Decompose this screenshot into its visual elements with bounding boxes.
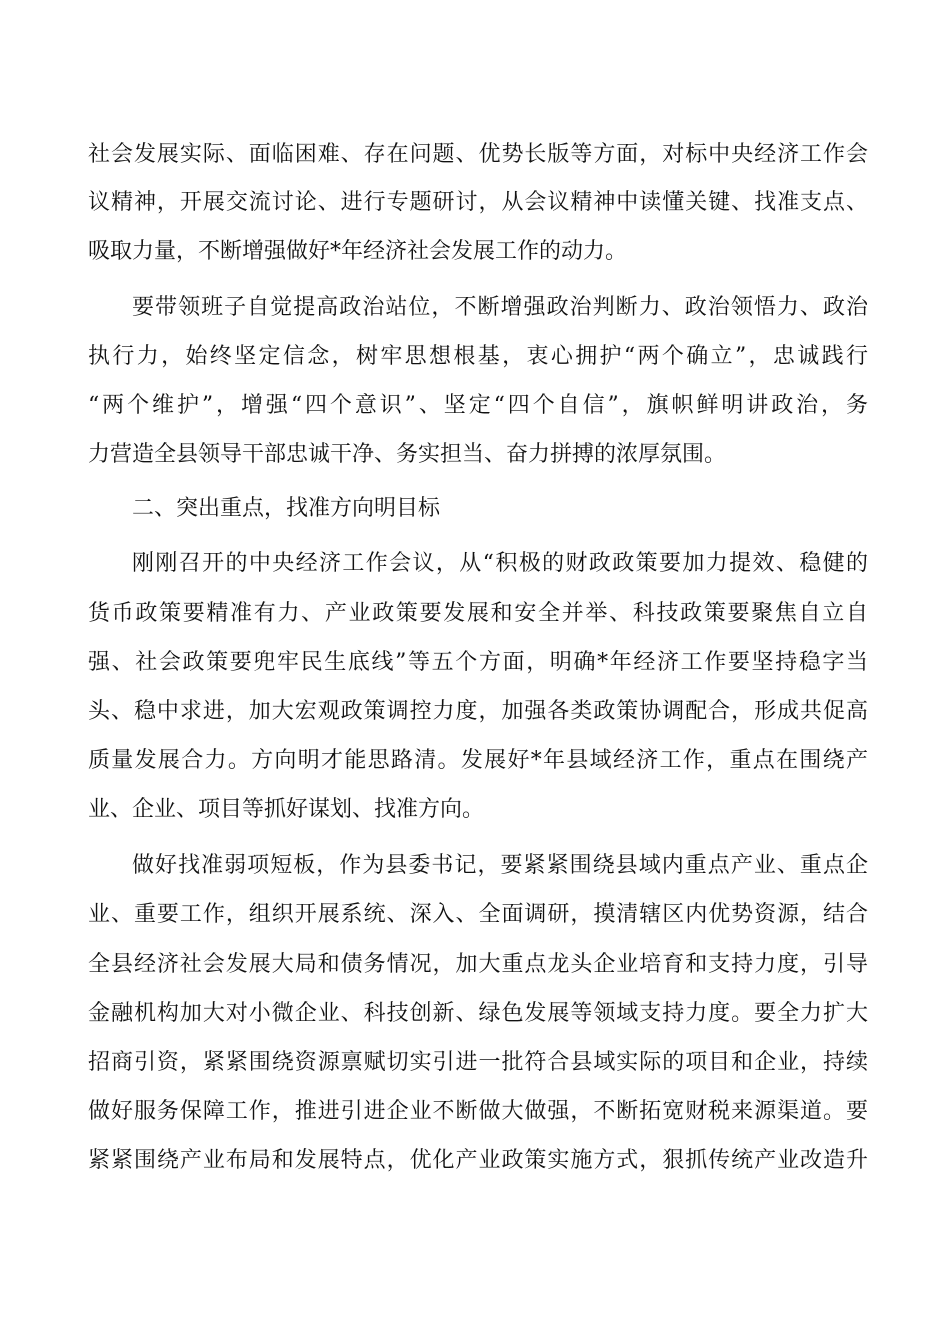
text-line: 金融机构加大对小微企业、科技创新、绿色发展等领域支持力度。要全力扩大 — [88, 1001, 868, 1026]
text-line: 议精神，开展交流讨论、进行专题研讨，从会议精神中读懂关键、找准支点、 — [88, 190, 868, 215]
text-line: 业、重要工作，组织开展系统、深入、全面调研，摸清辖区内优势资源，结合 — [88, 902, 868, 927]
text-line: 刚刚召开的中央经济工作会议，从“积极的财政政策要加力提效、稳健的 — [132, 551, 868, 576]
text-line: 头、稳中求进，加大宏观政策调控力度，加强各类政策协调配合，形成共促高 — [88, 699, 868, 724]
text-line: 招商引资，紧紧围绕资源禀赋切实引进一批符合县域实际的项目和企业，持续 — [88, 1050, 868, 1075]
section-heading: 二、突出重点，找准方向明目标 — [132, 496, 441, 521]
text-line: 社会发展实际、面临困难、存在问题、优势长版等方面，对标中央经济工作会 — [88, 142, 868, 167]
text-line: 要带领班子自觉提高政治站位，不断增强政治判断力、政治领悟力、政治 — [132, 295, 868, 320]
text-line: 执行力，始终坚定信念，树牢思想根基，衷心拥护“两个确立”，忠诚践行 — [88, 344, 868, 369]
text-line: 力营造全县领导干部忠诚干净、务实担当、奋力拼搏的浓厚氛围。 — [88, 442, 727, 467]
text-line: 做好服务保障工作，推进引进企业不断做大做强，不断拓宽财税来源渠道。要 — [88, 1099, 868, 1124]
text-line: 强、社会政策要兜牢民生底线”等五个方面，明确*年经济工作要坚持稳字当 — [88, 650, 868, 675]
text-line: 做好找准弱项短板，作为县委书记，要紧紧围绕县域内重点产业、重点企 — [132, 853, 868, 878]
text-line: “两个维护”，增强“四个意识”、坚定“四个自信”，旗帜鲜明讲政治，务 — [88, 393, 868, 418]
text-line: 吸取力量，不断增强做好*年经济社会发展工作的动力。 — [88, 239, 628, 264]
text-line: 货币政策要精准有力、产业政策要发展和安全并举、科技政策要聚焦自立自 — [88, 601, 868, 626]
text-line: 紧紧围绕产业布局和发展特点，优化产业政策实施方式，狠抓传统产业改造升 — [88, 1148, 868, 1173]
text-line: 质量发展合力。方向明才能思路清。发展好*年县域经济工作，重点在围绕产 — [88, 748, 868, 773]
text-line: 全县经济社会发展大局和债务情况，加大重点龙头企业培育和支持力度，引导 — [88, 952, 868, 977]
text-line: 业、企业、项目等抓好谋划、找准方向。 — [88, 797, 485, 822]
